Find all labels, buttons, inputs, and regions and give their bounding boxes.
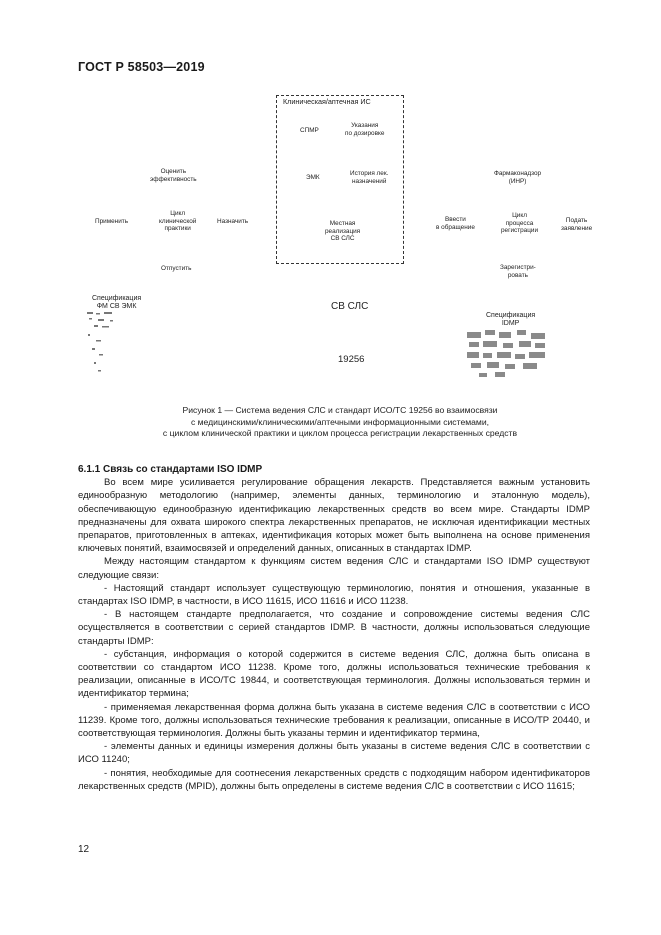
- document-header: ГОСТ Р 58503—2019: [78, 60, 205, 74]
- paragraph: - субстанция, информация о которой содержится в системе ведения СЛС, должна быть описана в соответствии со стандартом ИСО 11238. Кроме того, должны использоваться технические требования к реализации, описанные в ИСО/ТС 19844, и соответствующая терминология. Должны использоваться термин и идентификатор термина;: [78, 648, 590, 700]
- spec-idmp-label: Спецификация IDMP: [486, 312, 536, 327]
- dispense-label: Отпустить: [161, 265, 192, 272]
- paragraph: - В настоящем стандарте предполагается, что создание и сопровождение системы ведения СЛС осуществляется в соответствии с серией стандартов IDMP. В частности, должны использоваться следующие стандарты IDMP:: [78, 609, 590, 647]
- spmr-label: СПМР: [300, 127, 319, 134]
- spec-fm-artifact: [84, 310, 144, 380]
- submit-label: Подать заявление: [561, 217, 593, 232]
- spec-fm-label: Спецификация ФМ СВ ЭМК: [92, 295, 142, 310]
- emk-label: ЭМК: [306, 174, 320, 181]
- dosage-label: Указания по дозировке: [345, 122, 385, 137]
- registration-cycle-label: Цикл процесса регистрации: [501, 212, 539, 235]
- evaluate-label: Оценить эффективность: [150, 168, 197, 183]
- page-number: 12: [78, 844, 90, 855]
- is-box-title: Клиническая/аптечная ИС: [283, 97, 371, 106]
- section-title: 6.1.1 Связь со стандартами ISO IDMP: [78, 464, 263, 475]
- body-text: [78, 463, 590, 793]
- sv-sls-label: СВ СЛС: [331, 301, 369, 312]
- paragraph: - понятия, необходимые для соотнесения лекарственных средств с подходящим набором идентификаторов лекарственных средств (MPID), должны быть определены в системе ведения СЛС в соответствии с ИСО 11615;: [78, 767, 590, 792]
- pharmacovigilance-label: Фармаконадзор (ИНР): [494, 170, 542, 185]
- paragraph: Между настоящим стандартом к функциям систем ведения СЛС и стандартами ISO IDMP существуют следующие связи:: [78, 556, 590, 581]
- spec-idmp-artifact: [465, 328, 555, 380]
- paragraph: - Настоящий стандарт использует существующую терминологию, понятия и отношения, указанные в стандартах ISO IDMP, в частности, в ИСО 11615, ИСО 11616 и ИСО 11238.: [78, 582, 590, 608]
- history-label: История лек. назначений: [350, 170, 389, 185]
- local-impl-label: Местная реализация СВ СЛС: [325, 220, 361, 243]
- register-label: Зарегистри- ровать: [500, 264, 536, 279]
- paragraph: - применяемая лекарственная форма должна быть указана в системе ведения СЛС в соответствии с ИСО 11239. Кроме того, должны использоваться технические требования к реализации, описанные в ИСО/ТР 20440, и соответствующая терминология. Должны быть указаны термин и идентификатор термина,: [78, 701, 590, 740]
- apply-label: Применить: [95, 218, 129, 225]
- figure-caption: Рисунок 1 — Система ведения СЛС и стандарт ИСО/ТС 19256 во взаимосвязи с медицинскими/клиническими/аптечными информационными системами, с циклом клинической практики и циклом процесса регистрации лекарственных средств: [162, 405, 518, 439]
- clinical-cycle-label: Цикл клинической практики: [159, 210, 197, 233]
- standard-19256-label: 19256: [338, 354, 365, 365]
- prescribe-label: Назначить: [217, 218, 249, 225]
- paragraph: - элементы данных и единицы измерения должны быть указаны в системе ведения СЛС в соответствии с ИСО 11240;: [78, 741, 590, 766]
- introduce-label: Ввести в обращение: [436, 216, 475, 231]
- paragraph: Во всем мире усиливается регулирование обращения лекарств. Представляется важным установить единообразную методологию (например, элементы данных, терминологию и эталонную модель), обеспечивающую единообразную идентификацию лекарственных средств во всем мире. Стандарты IDMP предназначены для охвата широкого спектра лекарственных препаратов, не исключая идентификации местных препаратов, приготовленных в аптеках, идентификация которых может быть выполнена на основе применения ключевых понятий, взаимосвязей и определений данных, описанных в стандартах IDMP.: [78, 477, 590, 555]
